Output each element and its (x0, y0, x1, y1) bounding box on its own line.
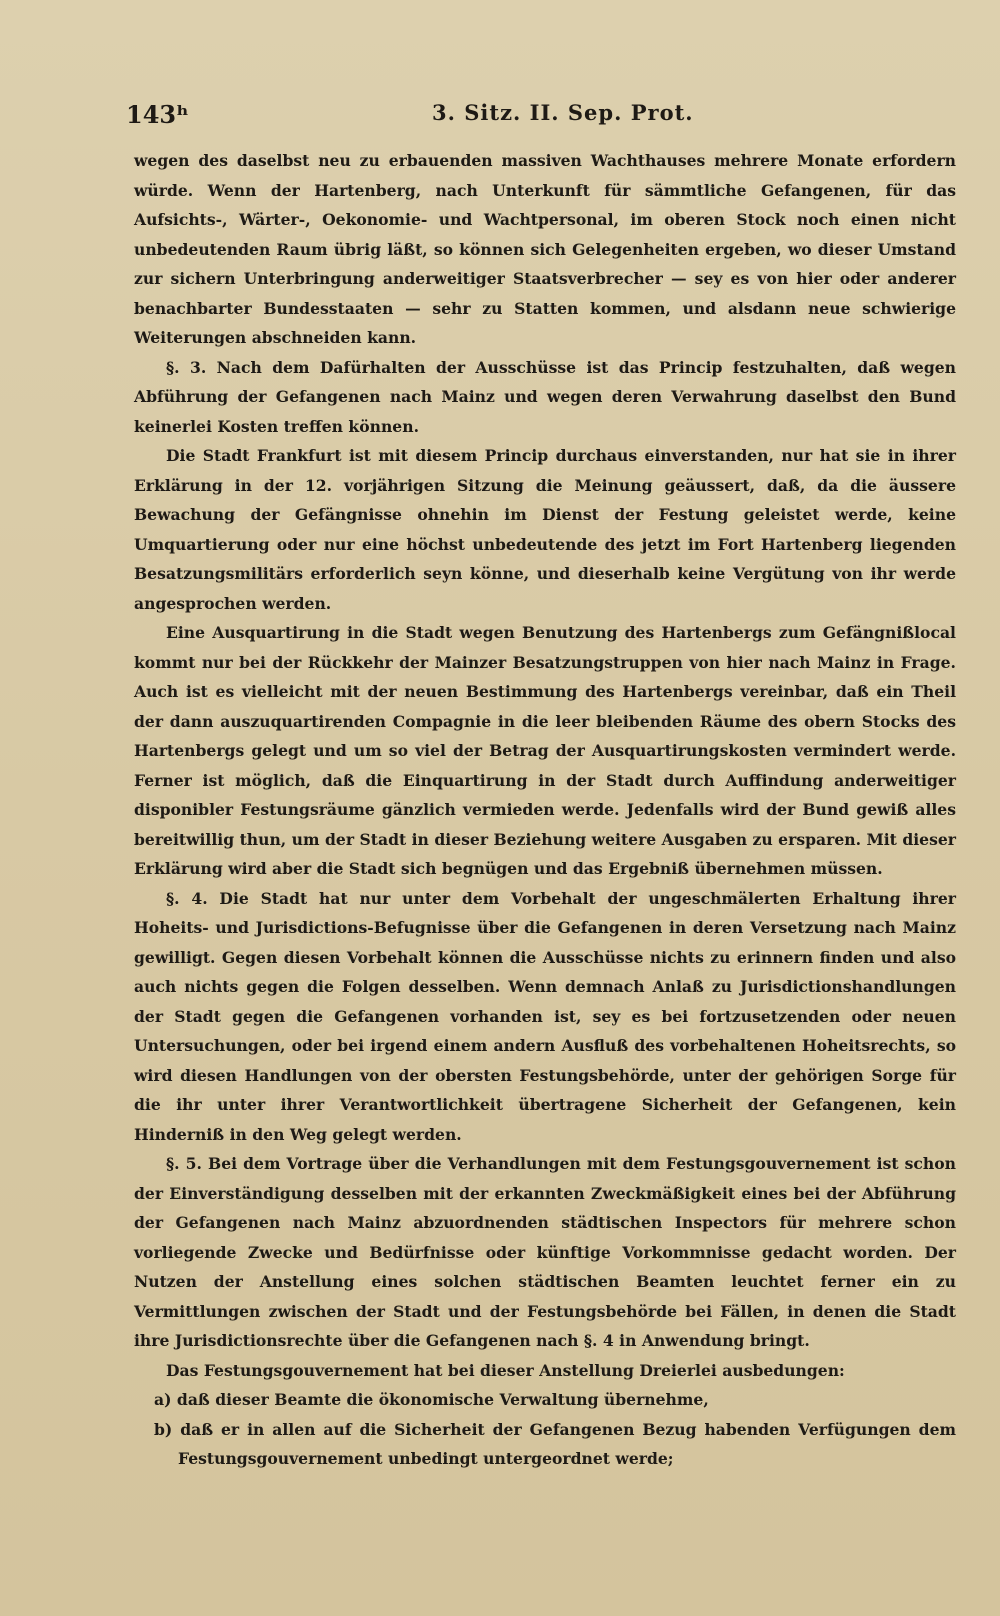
paragraph: Die Stadt Frankfurt ist mit diesem Princip durchaus einverstanden, nur hat sie in ihrer Erklärung in der 12. vorjährigen Sitzung die Meinung geäussert, daß, da die äussere Bewachung der Gefängnisse ohnehin im Dienst der Festung geleistet werde, keine Umquartierung oder nur eine höchst unbedeutende des jetzt im Fort Hartenberg liegenden Besatzungsmilitärs erforderlich seyn könne, und dieserhalb keine Vergütung von ihr werde angesprochen werden. (134, 446, 956, 613)
document-body (134, 146, 956, 1474)
list-item-b: b) daß er in allen auf die Sicherheit der Gefangenen Bezug habenden Verfügungen dem Festungsgouvernement unbedingt untergeordnet werde; (154, 1419, 956, 1468)
list-item-a: a) daß dieser Beamte die ökonomische Verwaltung übernehme, (154, 1390, 709, 1409)
paragraph-section-4: §. 4. Die Stadt hat nur unter dem Vorbehalt der ungeschmälerten Erhaltung ihrer Hoheits- und Jurisdictions-Befugnisse über die Gefangenen in deren Versetzung nach Mainz gewilligt. Gegen diesen Vorbehalt können die Ausschüsse nichts zu erinnern finden und also auch nichts gegen die Folgen desselben. Wenn demnach Anlaß zu Jurisdictionshandlungen der Stadt gegen die Gefangenen vorhanden ist, sey es bei fortzusetzenden oder neuen Untersuchungen, oder bei irgend einem andern Ausfluß des vorbehaltenen Hoheitsrechts, so wird diesen Handlungen von der obersten Festungsbehörde, unter der gehörigen Sorge für die ihr unter ihrer Verantwortlichkeit übertragene Sicherheit der Gefangenen, kein Hinderniß in den Weg gelegt werden. (134, 888, 956, 1144)
paragraph: Eine Ausquartirung in die Stadt wegen Benutzung des Hartenbergs zum Gefängnißlocal kommt nur bei der Rückkehr der Mainzer Besatzungstruppen von hier nach Mainz in Frage. Auch ist es vielleicht mit der neuen Bestimmung des Hartenbergs vereinbar, daß ein Theil der dann auszuquartirenden Compagnie in die leer bleibenden Räume des obern Stocks des Hartenbergs gelegt und um so viel der Betrag der Ausquartirungskosten vermindert werde. Ferner ist möglich, daß die Einquartirung in der Stadt durch Auffindung anderweitiger disponibler Festungsräume gänzlich vermieden werde. Jedenfalls wird der Bund gewiß alles bereitwillig thun, um der Stadt in dieser Beziehung weitere Ausgaben zu ersparen. Mit dieser Erklärung wird aber die Stadt sich begnügen und das Ergebniß übernehmen müssen. (134, 623, 956, 878)
paragraph-continued: wegen des daselbst neu zu erbauenden massiven Wachthauses mehrere Monate erfordern würde. Wenn der Hartenberg, nach Unterkunft für sämmtliche Gefangenen, für das Aufsichts-, Wärter-, Oekonomie- und Wachtpersonal, im oberen Stock noch einen nicht unbedeutenden Raum übrig läßt, so können sich Gelegenheiten ergeben, wo dieser Umstand zur sichern Unterbringung anderweitiger Staatsverbrecher — sey es von hier oder anderer benachbarter Bundesstaaten — sehr zu Statten kommen, und alsdann neue schwierige Weiterungen abschneiden kann. (134, 151, 956, 347)
paragraph: Das Festungsgouvernement hat bei dieser Anstellung Dreierlei ausbedungen: (166, 1360, 845, 1380)
page-number: 143ʰ (126, 100, 189, 129)
page-header (126, 96, 946, 136)
running-head: 3. Sitz. II. Sep. Prot. (432, 100, 694, 125)
paragraph-section-3: §. 3. Nach dem Dafürhalten der Ausschüsse ist das Princip festzuhalten, daß wegen Abführung der Gefangenen nach Mainz und wegen deren Verwahrung daselbst den Bund keinerlei Kosten treffen können. (134, 357, 956, 436)
paragraph-section-5: §. 5. Bei dem Vortrage über die Verhandlungen mit dem Festungsgouvernement ist schon der Einverständigung desselben mit der erkannten Zweckmäßigkeit eines bei der Abführung der Gefangenen nach Mainz abzuordnenden städtischen Inspectors für mehrere schon vorliegende Zwecke und Bedürfnisse oder künftige Vorkommnisse gedacht worden. Der Nutzen der Anstellung eines solchen städtischen Beamten leuchtet ferner ein zu Vermittlungen zwischen der Stadt und der Festungsbehörde bei Fällen, in denen die Stadt ihre Jurisdictionsrechte über die Gefangenen nach §. 4 in Anwendung bringt. (134, 1154, 956, 1350)
